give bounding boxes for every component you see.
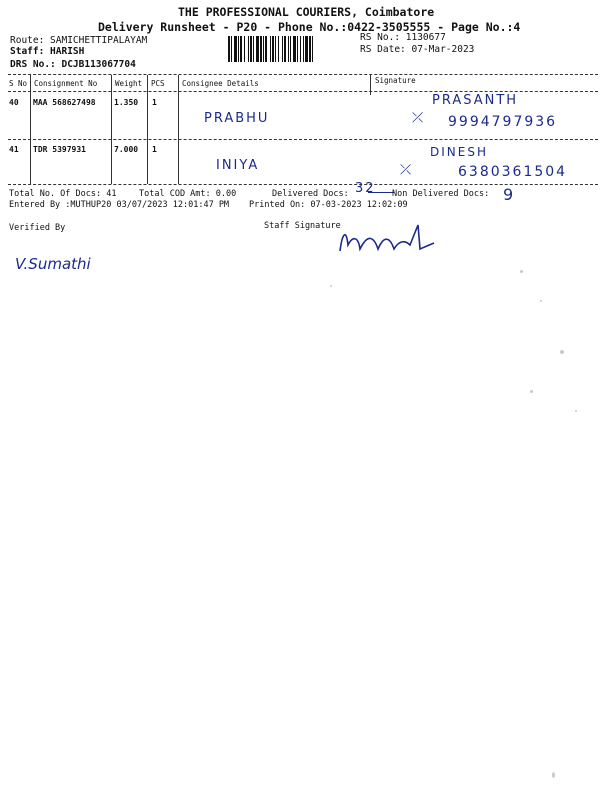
row-pcs: 1	[152, 98, 157, 107]
non-delivered-docs-label: Non Delivered Docs:	[392, 189, 490, 199]
handwritten-recipient-phone: 9994797936	[448, 114, 558, 130]
barcode-bar	[253, 36, 254, 62]
row-consignment: MAA 568627498	[33, 98, 96, 107]
barcode-bar	[244, 36, 245, 62]
barcode-bar	[312, 36, 313, 62]
barcode-bar	[228, 36, 230, 62]
total-cod: Total COD Amt: 0.00	[139, 189, 237, 199]
scan-speck	[330, 285, 332, 287]
barcode-bar	[234, 36, 237, 62]
column-divider	[178, 75, 179, 184]
barcode-bar	[300, 36, 301, 62]
handwritten-delivered-count: 32	[355, 181, 376, 196]
drs-number: DRS No.: DCJB113067704	[10, 59, 136, 70]
barcode-bar	[256, 36, 259, 62]
entered-by: Entered By :MUTHUP20 03/07/2023 12:01:47 PM	[9, 200, 230, 210]
handwritten-consignee: INIYA	[216, 158, 260, 173]
col-header-consignee: Consignee Details	[182, 79, 259, 88]
barcode-bar	[282, 36, 283, 62]
handwritten-recipient-name: PRASANTH	[432, 93, 519, 108]
table-header-rule	[8, 91, 598, 92]
barcode-bar	[263, 36, 264, 62]
col-header-weight: Weight	[115, 79, 143, 88]
row-sno: 41	[9, 145, 19, 154]
staff-signature-scribble	[334, 215, 444, 264]
barcode-bar	[270, 36, 271, 62]
scan-speck	[540, 300, 542, 302]
barcode-bar	[260, 36, 262, 62]
handwritten-recipient-phone: 6380361504	[458, 164, 568, 180]
barcode-bar	[248, 36, 249, 62]
barcode-bar	[305, 36, 308, 62]
row-weight: 7.000	[114, 145, 139, 154]
scan-speck	[530, 390, 533, 393]
barcode-bar	[231, 36, 232, 62]
barcode-bar	[303, 36, 304, 62]
col-header-sno: S No	[9, 79, 28, 88]
delivered-docs-label: Delivered Docs:	[272, 189, 349, 199]
barcode-bar	[238, 36, 239, 62]
scan-speck	[552, 772, 555, 778]
handwritten-signature-mark: ⤫	[400, 162, 414, 178]
handwritten-signature-mark: ⤫	[412, 110, 426, 126]
scan-speck	[560, 350, 564, 354]
verified-by-label: Verified By	[9, 223, 66, 233]
table-top-rule	[8, 74, 598, 75]
row-divider	[8, 139, 598, 140]
column-divider	[147, 75, 148, 184]
column-divider	[30, 75, 31, 184]
column-divider	[370, 75, 371, 95]
barcode-bar	[278, 36, 279, 62]
barcode-bar	[290, 36, 291, 62]
col-header-consignment: Consignment No	[34, 79, 98, 88]
barcode-bar	[240, 36, 242, 62]
scan-speck	[575, 410, 577, 412]
barcode-bar	[284, 36, 286, 62]
barcode-bar	[293, 36, 296, 62]
col-header-pcs: PCS	[151, 79, 165, 88]
runsheet-title: Delivery Runsheet - P20 - Phone No.:0422-3505555 - Page No.:4	[98, 20, 521, 34]
handwritten-consignee: PRABHU	[204, 111, 270, 126]
barcode-bar	[275, 36, 276, 62]
route-label: Route: SAMICHETTIPALAYAM	[10, 35, 148, 46]
barcode-bar	[272, 36, 274, 62]
col-header-signature: Signature	[375, 76, 416, 85]
handwritten-recipient-name: DINESH	[430, 145, 488, 159]
row-pcs: 1	[152, 145, 157, 154]
total-docs: Total No. Of Docs: 41	[9, 189, 117, 199]
row-weight: 1.350	[114, 98, 139, 107]
rs-number: RS No.: 1130677	[360, 32, 446, 43]
staff-signature-label: Staff Signature	[264, 221, 341, 231]
scan-speck	[520, 270, 523, 273]
row-sno: 40	[9, 98, 19, 107]
handwritten-non-delivered-count: 9	[503, 185, 516, 204]
verified-by-signature: V.Sumathi	[15, 255, 91, 273]
barcode-bar	[309, 36, 311, 62]
rs-date: RS Date: 07-Mar-2023	[360, 44, 475, 55]
company-title: THE PROFESSIONAL COURIERS, Coimbatore	[178, 5, 435, 19]
barcode-bar	[250, 36, 252, 62]
column-divider	[111, 75, 112, 184]
barcode	[228, 36, 352, 62]
barcode-bar	[265, 36, 267, 62]
printed-on: Printed On: 07-03-2023 12:02:09	[249, 200, 408, 210]
staff-label: Staff: HARISH	[10, 46, 85, 57]
delivered-underline	[368, 192, 394, 193]
barcode-bar	[297, 36, 298, 62]
barcode-bar	[288, 36, 289, 62]
row-consignment: TDR 5397931	[33, 145, 86, 154]
